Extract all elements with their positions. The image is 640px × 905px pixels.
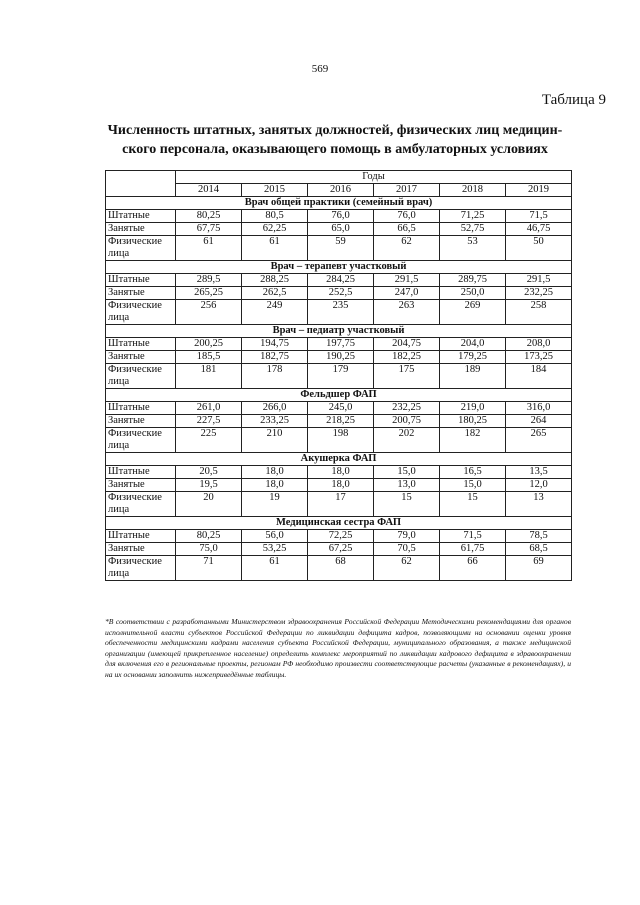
value-cell: 19,5 — [176, 479, 242, 492]
value-cell: 262,5 — [242, 287, 308, 300]
table-row — [106, 210, 572, 223]
value-cell: 67,25 — [308, 543, 374, 556]
value-cell: 62 — [374, 236, 440, 261]
year-header: 2018 — [440, 184, 506, 197]
value-cell: 189 — [440, 364, 506, 389]
table-row — [106, 223, 572, 236]
row-label-line-1: Физические — [108, 428, 162, 439]
value-cell: 80,25 — [176, 210, 242, 223]
row-label: Штатные — [106, 338, 176, 351]
value-cell: 13,5 — [506, 466, 572, 479]
value-cell: 71,5 — [440, 530, 506, 543]
section-header-row — [106, 325, 572, 338]
row-label: Занятые — [106, 543, 176, 556]
row-label — [106, 300, 176, 325]
value-cell: 175 — [374, 364, 440, 389]
value-cell: 265,25 — [176, 287, 242, 300]
table-row — [106, 492, 572, 517]
row-label: Занятые — [106, 287, 176, 300]
row-label-line-1: Физические — [108, 364, 162, 375]
value-cell: 181 — [176, 364, 242, 389]
value-cell: 68 — [308, 556, 374, 581]
value-cell: 62,25 — [242, 223, 308, 236]
table-row — [106, 274, 572, 287]
row-label-line-2: лица — [108, 440, 130, 451]
value-cell: 72,25 — [308, 530, 374, 543]
value-cell: 249 — [242, 300, 308, 325]
value-cell: 178 — [242, 364, 308, 389]
value-cell: 264 — [506, 415, 572, 428]
value-cell: 50 — [506, 236, 572, 261]
value-cell: 184 — [506, 364, 572, 389]
value-cell: 20 — [176, 492, 242, 517]
table-row — [106, 300, 572, 325]
value-cell: 68,5 — [506, 543, 572, 556]
row-label: Штатные — [106, 466, 176, 479]
row-label-line-1: Физические — [108, 556, 162, 567]
section-header-row — [106, 453, 572, 466]
value-cell: 291,5 — [374, 274, 440, 287]
value-cell: 252,5 — [308, 287, 374, 300]
value-cell: 269 — [440, 300, 506, 325]
row-label — [106, 492, 176, 517]
year-header: 2016 — [308, 184, 374, 197]
value-cell: 284,25 — [308, 274, 374, 287]
year-header: 2014 — [176, 184, 242, 197]
value-cell: 17 — [308, 492, 374, 517]
value-cell: 258 — [506, 300, 572, 325]
row-label-line-2: лица — [108, 568, 130, 579]
row-label — [106, 236, 176, 261]
value-cell: 218,25 — [308, 415, 374, 428]
row-label — [106, 556, 176, 581]
value-cell: 18,0 — [308, 479, 374, 492]
table-row — [106, 556, 572, 581]
value-cell: 12,0 — [506, 479, 572, 492]
value-cell: 200,25 — [176, 338, 242, 351]
value-cell: 173,25 — [506, 351, 572, 364]
value-cell: 266,0 — [242, 402, 308, 415]
value-cell: 18,0 — [308, 466, 374, 479]
row-label-line-1: Физические — [108, 492, 162, 503]
value-cell: 179,25 — [440, 351, 506, 364]
value-cell: 232,25 — [506, 287, 572, 300]
row-label: Штатные — [106, 274, 176, 287]
value-cell: 289,5 — [176, 274, 242, 287]
value-cell: 219,0 — [440, 402, 506, 415]
value-cell: 15 — [374, 492, 440, 517]
value-cell: 180,25 — [440, 415, 506, 428]
row-label — [106, 364, 176, 389]
value-cell: 232,25 — [374, 402, 440, 415]
value-cell: 202 — [374, 428, 440, 453]
value-cell: 245,0 — [308, 402, 374, 415]
value-cell: 20,5 — [176, 466, 242, 479]
row-label: Занятые — [106, 223, 176, 236]
table-row — [106, 351, 572, 364]
value-cell: 80,25 — [176, 530, 242, 543]
value-cell: 61 — [242, 236, 308, 261]
year-header: 2017 — [374, 184, 440, 197]
value-cell: 79,0 — [374, 530, 440, 543]
page-number: 569 — [311, 63, 329, 75]
value-cell: 210 — [242, 428, 308, 453]
value-cell: 19 — [242, 492, 308, 517]
year-header: 2015 — [242, 184, 308, 197]
value-cell: 235 — [308, 300, 374, 325]
section-title: Врач общей практики (семейный врач) — [106, 197, 572, 210]
value-cell: 59 — [308, 236, 374, 261]
section-title: Медицинская сестра ФАП — [106, 517, 572, 530]
value-cell: 208,0 — [506, 338, 572, 351]
value-cell: 288,25 — [242, 274, 308, 287]
value-cell: 291,5 — [506, 274, 572, 287]
value-cell: 76,0 — [374, 210, 440, 223]
table-row — [106, 415, 572, 428]
value-cell: 67,75 — [176, 223, 242, 236]
table-row — [106, 428, 572, 453]
table-title — [100, 121, 570, 159]
value-cell: 256 — [176, 300, 242, 325]
table-label: Таблица 9 — [541, 92, 606, 108]
row-label: Штатные — [106, 402, 176, 415]
header-row-years — [106, 184, 572, 197]
value-cell: 66,5 — [374, 223, 440, 236]
section-title: Акушерка ФАП — [106, 453, 572, 466]
section-header-row — [106, 517, 572, 530]
value-cell: 66 — [440, 556, 506, 581]
row-label: Занятые — [106, 415, 176, 428]
value-cell: 76,0 — [308, 210, 374, 223]
value-cell: 265 — [506, 428, 572, 453]
value-cell: 18,0 — [242, 466, 308, 479]
table-row — [106, 479, 572, 492]
value-cell: 204,75 — [374, 338, 440, 351]
section-title: Врач – терапевт участковый — [106, 261, 572, 274]
value-cell: 13 — [506, 492, 572, 517]
footnote: *В соответствии с разработанными Министерством здравоохранения Российской Федерации Методическими рекомендациями для органов исполнительной власти субъектов Российской Федерации по ликвидации дефицита кадров, позволяющими на основании оценки уровня обеспеченности медицинскими кадрами населения субъекта Российской Федерации, муниципального образования, а также медицинской организации (имеющей прикрепленное население) определить комплекс мероприятий по ликвидации кадрового дефицита в здравоохранении для включения его в региональные проекты, регионам РФ необходимо произвести соответствующие расчеты (указанные в рекомендациях), и на их основании заполнить нижеприведённые таблицы. — [105, 617, 571, 679]
row-label-line-1: Физические — [108, 236, 162, 247]
value-cell: 15 — [440, 492, 506, 517]
value-cell: 71,5 — [506, 210, 572, 223]
header-row-years-label — [106, 171, 572, 184]
value-cell: 185,5 — [176, 351, 242, 364]
row-label-line-1: Физические — [108, 300, 162, 311]
table-title-line-2: ского персонала, оказывающего помощь в амбулаторных условиях — [122, 142, 548, 157]
value-cell: 194,75 — [242, 338, 308, 351]
value-cell: 204,0 — [440, 338, 506, 351]
value-cell: 70,5 — [374, 543, 440, 556]
row-label: Штатные — [106, 210, 176, 223]
row-label: Занятые — [106, 479, 176, 492]
value-cell: 227,5 — [176, 415, 242, 428]
table-row — [106, 236, 572, 261]
header-corner-cell — [106, 171, 176, 197]
value-cell: 78,5 — [506, 530, 572, 543]
table-row — [106, 338, 572, 351]
table-body — [106, 171, 572, 581]
value-cell: 263 — [374, 300, 440, 325]
value-cell: 233,25 — [242, 415, 308, 428]
value-cell: 250,0 — [440, 287, 506, 300]
value-cell: 18,0 — [242, 479, 308, 492]
row-label: Штатные — [106, 530, 176, 543]
row-label-line-2: лица — [108, 248, 130, 259]
table-row — [106, 466, 572, 479]
row-label: Занятые — [106, 351, 176, 364]
section-header-row — [106, 261, 572, 274]
section-title: Врач – педиатр участковый — [106, 325, 572, 338]
value-cell: 190,25 — [308, 351, 374, 364]
table-row — [106, 287, 572, 300]
value-cell: 46,75 — [506, 223, 572, 236]
value-cell: 179 — [308, 364, 374, 389]
table-row — [106, 402, 572, 415]
row-label-line-2: лица — [108, 504, 130, 515]
value-cell: 65,0 — [308, 223, 374, 236]
section-header-row — [106, 197, 572, 210]
value-cell: 52,75 — [440, 223, 506, 236]
value-cell: 61 — [176, 236, 242, 261]
value-cell: 198 — [308, 428, 374, 453]
table-row — [106, 364, 572, 389]
value-cell: 53 — [440, 236, 506, 261]
value-cell: 15,0 — [440, 479, 506, 492]
value-cell: 261,0 — [176, 402, 242, 415]
value-cell: 80,5 — [242, 210, 308, 223]
row-label-line-2: лица — [108, 312, 130, 323]
value-cell: 182,75 — [242, 351, 308, 364]
table-row — [106, 543, 572, 556]
value-cell: 71,25 — [440, 210, 506, 223]
value-cell: 316,0 — [506, 402, 572, 415]
table-title-line-1: Численность штатных, занятых должностей, физических лиц медицин- — [107, 123, 563, 138]
value-cell: 225 — [176, 428, 242, 453]
value-cell: 62 — [374, 556, 440, 581]
value-cell: 182 — [440, 428, 506, 453]
staffing-table — [105, 170, 572, 581]
section-header-row — [106, 389, 572, 402]
row-label — [106, 428, 176, 453]
value-cell: 13,0 — [374, 479, 440, 492]
section-title: Фельдшер ФАП — [106, 389, 572, 402]
value-cell: 15,0 — [374, 466, 440, 479]
value-cell: 182,25 — [374, 351, 440, 364]
row-label-line-2: лица — [108, 376, 130, 387]
value-cell: 61 — [242, 556, 308, 581]
value-cell: 200,75 — [374, 415, 440, 428]
table-row — [106, 530, 572, 543]
value-cell: 56,0 — [242, 530, 308, 543]
value-cell: 61,75 — [440, 543, 506, 556]
value-cell: 53,25 — [242, 543, 308, 556]
value-cell: 75,0 — [176, 543, 242, 556]
value-cell: 247,0 — [374, 287, 440, 300]
value-cell: 289,75 — [440, 274, 506, 287]
value-cell: 71 — [176, 556, 242, 581]
value-cell: 197,75 — [308, 338, 374, 351]
value-cell: 16,5 — [440, 466, 506, 479]
years-label: Годы — [176, 171, 572, 184]
value-cell: 69 — [506, 556, 572, 581]
year-header: 2019 — [506, 184, 572, 197]
